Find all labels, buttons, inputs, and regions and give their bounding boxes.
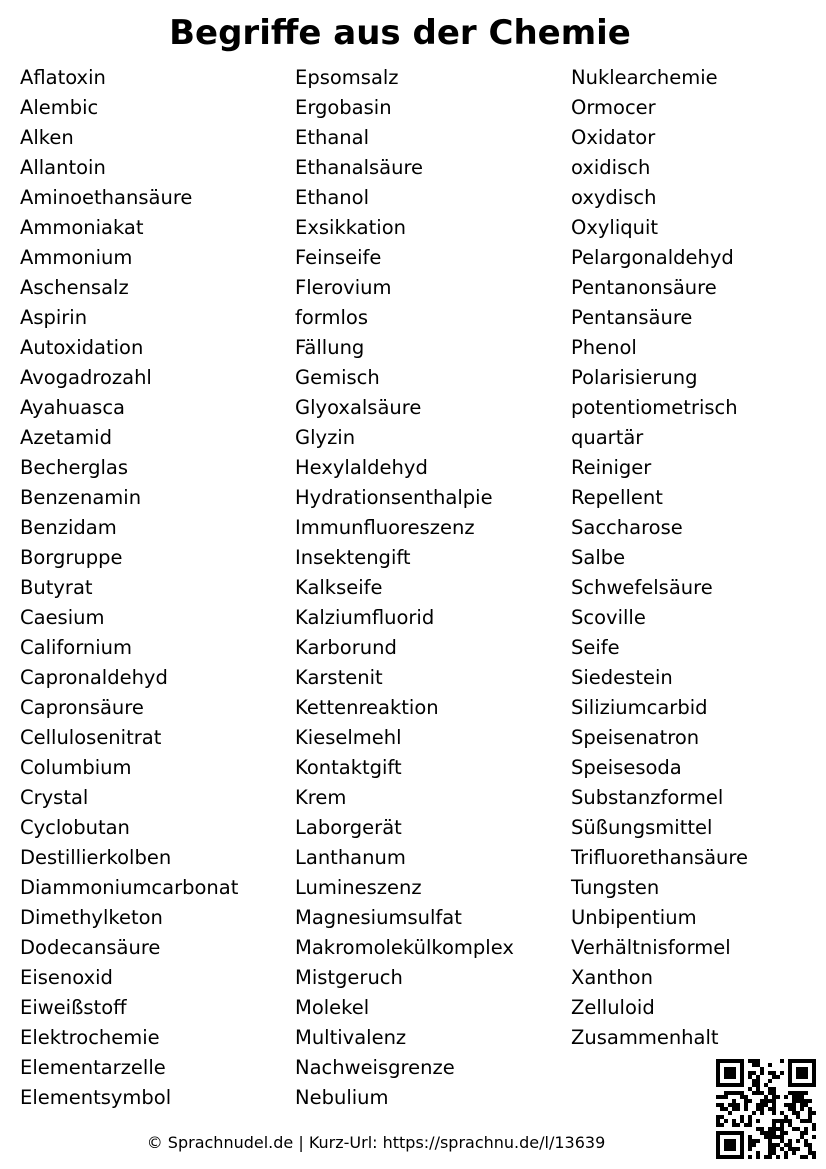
word-item: Zelluloid — [571, 996, 655, 1019]
word-item: Nebulium — [295, 1086, 389, 1109]
word-item: Capronsäure — [20, 696, 144, 719]
word-column-3 — [571, 63, 748, 1053]
word-item: Ammonium — [20, 246, 133, 269]
word-item: Ethanalsäure — [295, 156, 424, 179]
word-item: Scoville — [571, 606, 646, 629]
word-item: Kettenreaktion — [295, 696, 439, 719]
word-column-2 — [295, 63, 514, 1113]
word-item: Avogadrozahl — [20, 366, 152, 389]
word-item: Mistgeruch — [295, 966, 403, 989]
word-item: Crystal — [20, 786, 89, 809]
word-item: Süßungsmittel — [571, 816, 713, 839]
word-item: Elektrochemie — [20, 1026, 160, 1049]
word-item: Verhältnisformel — [571, 936, 731, 959]
word-item: Kieselmehl — [295, 726, 402, 749]
word-item: Laborgerät — [295, 816, 402, 839]
word-item: Pentanonsäure — [571, 276, 717, 299]
word-item: Glyzin — [295, 426, 356, 449]
word-item: Xanthon — [571, 966, 653, 989]
word-item: Trifluorethansäure — [571, 846, 749, 869]
word-item: Azetamid — [20, 426, 112, 449]
word-item: Ayahuasca — [20, 396, 126, 419]
word-item: Alken — [20, 126, 74, 149]
word-item: Diammoniumcarbonat — [20, 876, 239, 899]
word-item: Ammoniakat — [20, 216, 144, 239]
word-item: Ethanol — [295, 186, 369, 209]
word-item: Autoxidation — [20, 336, 144, 359]
word-item: Epsomsalz — [295, 66, 399, 89]
word-item: Aminoethansäure — [20, 186, 193, 209]
word-item: Speisesoda — [571, 756, 682, 779]
word-item: Repellent — [571, 486, 663, 509]
word-item: Oxidator — [571, 126, 656, 149]
word-item: Capronaldehyd — [20, 666, 168, 689]
word-item: Elementarzelle — [20, 1056, 166, 1079]
word-item: Elementsymbol — [20, 1086, 172, 1109]
word-item: Multivalenz — [295, 1026, 407, 1049]
word-item: Feinseife — [295, 246, 382, 269]
footer-text: © Sprachnudel.de | Kurz-Url: https://sprachnu.de/l/13639 — [146, 1133, 606, 1152]
word-item: oxydisch — [571, 186, 657, 209]
word-item: Benzenamin — [20, 486, 142, 509]
word-item: Aspirin — [20, 306, 88, 329]
word-item: Kalkseife — [295, 576, 383, 599]
word-item: Columbium — [20, 756, 132, 779]
word-item: Schwefelsäure — [571, 576, 713, 599]
word-item: Aschensalz — [20, 276, 129, 299]
word-item: Zusammenhalt — [571, 1026, 719, 1049]
word-item: Polarisierung — [571, 366, 698, 389]
word-item: Ethanal — [295, 126, 370, 149]
word-item: Becherglas — [20, 456, 129, 479]
word-item: Benzidam — [20, 516, 117, 539]
word-item: Phenol — [571, 336, 637, 359]
word-item: Californium — [20, 636, 133, 659]
word-item: Glyoxalsäure — [295, 396, 422, 419]
word-item: Pentansäure — [571, 306, 693, 329]
word-item: Saccharose — [571, 516, 683, 539]
word-item: Fällung — [295, 336, 365, 359]
word-item: Karstenit — [295, 666, 383, 689]
word-item: Alembic — [20, 96, 99, 119]
word-item: Borgruppe — [20, 546, 123, 569]
word-item: Karborund — [295, 636, 397, 659]
word-item: Siliziumcarbid — [571, 696, 708, 719]
word-item: Cellulosenitrat — [20, 726, 162, 749]
word-item: Eiweißstoff — [20, 996, 127, 1019]
word-item: Nachweisgrenze — [295, 1056, 455, 1079]
word-item: Hydrationsenthalpie — [295, 486, 493, 509]
word-item: Hexylaldehyd — [295, 456, 428, 479]
word-item: Molekel — [295, 996, 370, 1019]
word-item: Butyrat — [20, 576, 93, 599]
word-item: formlos — [295, 306, 368, 329]
word-item: Unbipentium — [571, 906, 697, 929]
word-item: Immunfluoreszenz — [295, 516, 475, 539]
word-item: Aflatoxin — [20, 66, 106, 89]
word-item: Krem — [295, 786, 347, 809]
word-item: Siedestein — [571, 666, 673, 689]
word-item: Substanzformel — [571, 786, 724, 809]
word-item: quartär — [571, 426, 644, 449]
word-item: Ormocer — [571, 96, 656, 119]
word-item: Destillierkolben — [20, 846, 172, 869]
word-item: Reiniger — [571, 456, 652, 479]
word-item: Kontaktgift — [295, 756, 402, 779]
page-title: Begriffe aus der Chemie — [169, 13, 631, 53]
word-item: Dimethylketon — [20, 906, 163, 929]
word-column-1 — [20, 63, 238, 1113]
word-item: Cyclobutan — [20, 816, 130, 839]
word-item: Lanthanum — [295, 846, 406, 869]
word-item: Dodecansäure — [20, 936, 161, 959]
word-item: Gemisch — [295, 366, 380, 389]
word-item: Salbe — [571, 546, 626, 569]
word-item: Pelargonaldehyd — [571, 246, 734, 269]
word-item: Flerovium — [295, 276, 392, 299]
word-item: Tungsten — [571, 876, 660, 899]
word-item: Nuklearchemie — [571, 66, 718, 89]
word-item: Exsikkation — [295, 216, 406, 239]
word-item: Seife — [571, 636, 620, 659]
word-item: oxidisch — [571, 156, 651, 179]
word-item: Allantoin — [20, 156, 106, 179]
word-item: potentiometrisch — [571, 396, 738, 419]
word-item: Kalziumfluorid — [295, 606, 435, 629]
word-item: Insektengift — [295, 546, 411, 569]
word-item: Eisenoxid — [20, 966, 113, 989]
word-item: Oxyliquit — [571, 216, 659, 239]
word-item: Caesium — [20, 606, 105, 629]
word-item: Makromolekülkomplex — [295, 936, 514, 959]
word-item: Speisenatron — [571, 726, 700, 749]
word-item: Lumineszenz — [295, 876, 422, 899]
word-item: Ergobasin — [295, 96, 392, 119]
word-item: Magnesiumsulfat — [295, 906, 462, 929]
